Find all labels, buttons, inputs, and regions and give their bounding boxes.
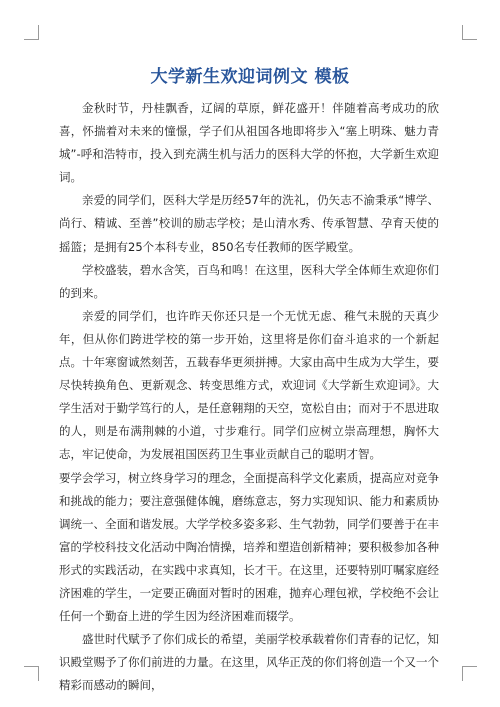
paragraph-6: 盛世时代赋予了你们成长的希望，美丽学校承载着你们青春的记忆，知识殿堂赐予了你们前进的力量。在这里，风华正茂的你们将创造一个又一个精彩而感动的瞬间， [59,632,439,693]
document-title: 大学新生欢迎词例文 模板 [150,67,350,87]
paragraph-4: 亲爱的同学们，也许昨天你还只是一个无忧无虑、稚气未脱的天真少年，但从你们跨进学校的第一步开始，这里将是你们奋斗追求的一个新起点。十年寒窗诚然刻苦，五载春华更须拼搏。大家由高中生成为大学生，要尽快转换角色、更新观念、转变思维方式，欢迎词《大学新生欢迎词》。大学生活对于勤学笃行的人，是任意翱翔的天空，宽松自由；而对于不思进取的人，则是布满荆棘的小道，寸步难行。同学们应树立崇高理想，胸怀大志，牢记使命，为发展祖国医药卫生事业贡献自己的聪明才智。 [59,308,439,462]
paragraph-3: 学校盛装，碧水含笑，百鸟和鸣！在这里，医科大学全体师生欢迎你们的到来。 [59,262,439,300]
crop-mark-bottom-left [24,666,39,681]
document-body [59,97,439,697]
crop-mark-top-left [24,25,39,40]
paragraph-5: 要学会学习，树立终身学习的理念，全面提高科学文化素质，提高应对竞争和挑战的能力；要注意强健体魄，磨练意志，努力实现知识、能力和素质协调统一、全面和谐发展。大学学校多姿多彩、生气勃勃，同学们要善于在丰富的学校科技文化活动中陶冶情操，培养和塑造创新精神；要积极参加各种形式的实践活动，在实践中求真知，长才干。在这里，还要特别叮嘱家庭经济困难的学生，一定要正确面对暂时的困难，抛弃心理包袱，学校绝不会让任何一个勤奋上进的学生因为经济困难而辍学。 [59,470,439,624]
crop-mark-bottom-right [462,666,477,681]
crop-mark-top-right [462,25,477,40]
paragraph-2: 亲爱的同学们，医科大学是历经57年的洗礼，仍矢志不渝秉承“博学、尚行、精诚、至善”校训的励志学校；是山清水秀、传承智慧、孕育天使的摇篮；是拥有25个本科专业，850名专任教师的医学殿堂。 [59,193,439,254]
paragraph-1: 金秋时节，丹桂飘香，辽阔的草原，鲜花盛开！伴随着高考成功的欣喜，怀揣着对未来的憧憬，学子们从祖国各地即将步入“塞上明珠、魅力青城”-呼和浩特市，投入到充满生机与活力的医科大学的怀抱，大学新生欢迎词。 [59,101,439,185]
